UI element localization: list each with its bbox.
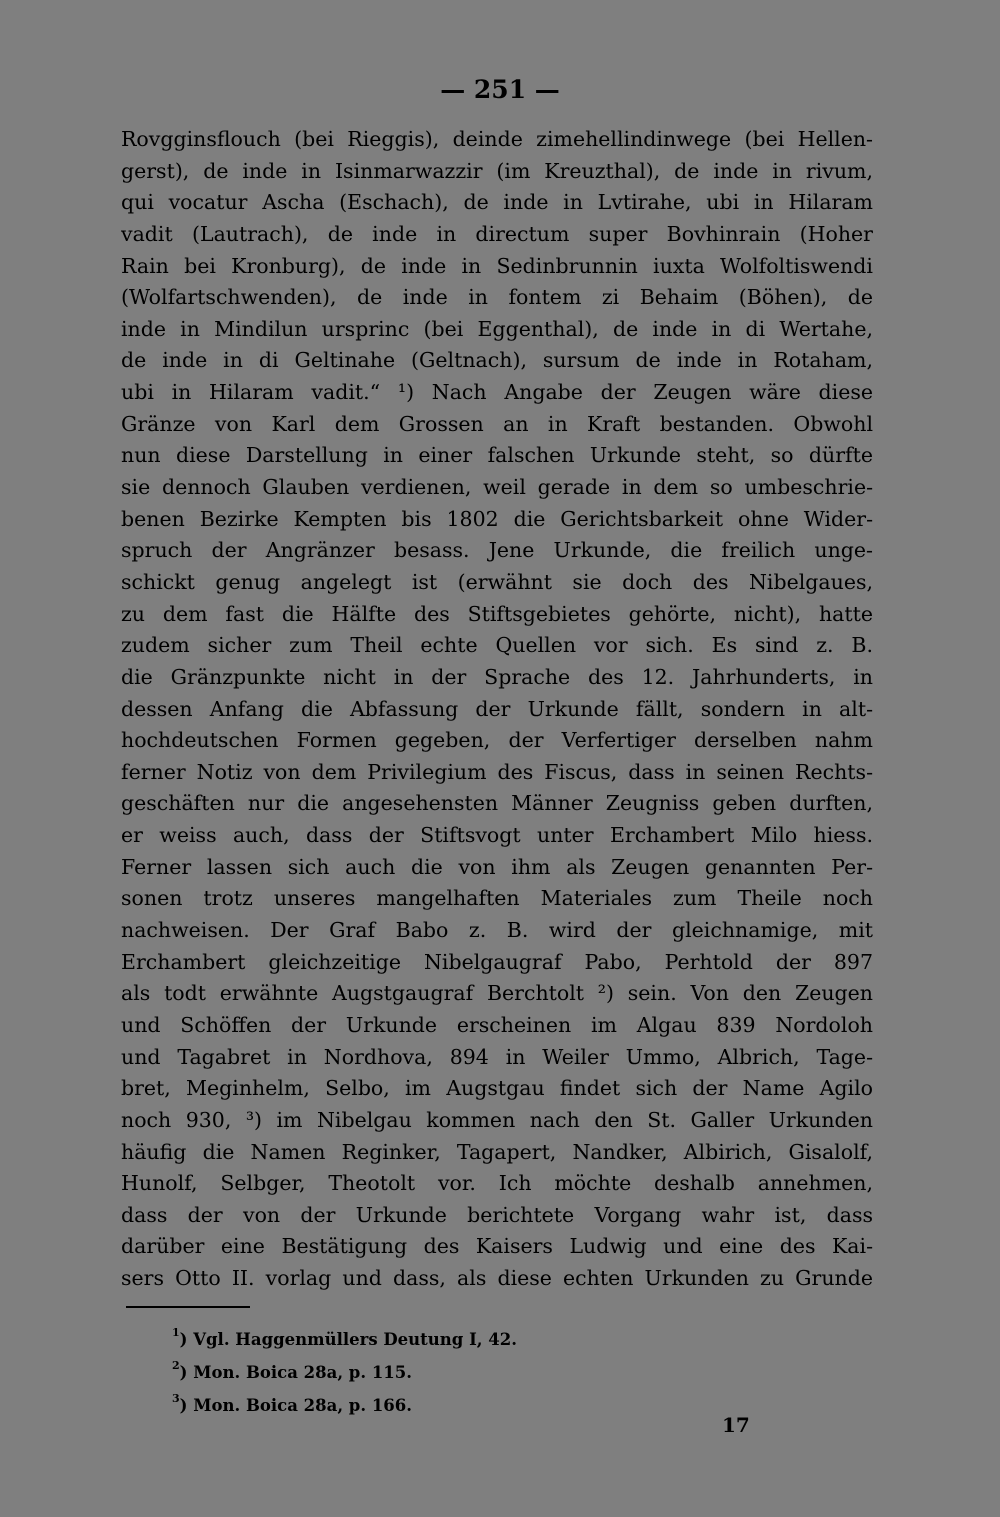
text-line: er weiss auch, dass der Stiftsvogt unter Erchambert Milo hiess. (121, 823, 873, 848)
text-line: zu dem fast die Hälfte des Stiftsgebietes gehörte, nicht), hatte (121, 601, 873, 626)
page-number-header: — 251 — (440, 75, 560, 104)
text-line: nachweisen. Der Graf Babo z. B. wird der gleichnamige, mit (121, 918, 873, 943)
text-line: gerst), de inde in Isinmarwazzir (im Kreuzthal), de inde in rivum, (121, 158, 873, 183)
text-line: Rovgginsflouch (bei Rieggis), deinde zimehellindinwege (bei Hellen- (121, 127, 873, 151)
text-line: und Tagabret in Nordhova, 894 in Weiler Ummo, Albrich, Tage- (121, 1044, 873, 1069)
text-line: sonen trotz unseres mangelhaften Materiales zum Theile noch (121, 886, 873, 911)
footnote-mark: 3 (172, 1392, 180, 1405)
text-line: bret, Meginhelm, Selbo, im Augstgau findet sich der Name Agilo (121, 1076, 873, 1101)
footnote-text: ) Mon. Boica 28a, p. 115. (179, 1363, 413, 1382)
text-line: Ferner lassen sich auch die von ihm als Zeugen genannten Per- (121, 854, 873, 879)
text-line: und Schöffen der Urkunde erscheinen im Algau 839 Nordoloh (121, 1012, 873, 1037)
text-line: sie dennoch Glauben verdienen, weil gerade in dem so umbeschrie- (121, 475, 873, 500)
text-line: noch 930, ³) im Nibelgau kommen nach den St. Galler Urkunden (121, 1107, 873, 1132)
footnote-text: ) Mon. Boica 28a, p. 166. (179, 1396, 413, 1415)
text-line: Gränze von Karl dem Grossen an in Kraft bestanden. Obwohl (121, 411, 873, 436)
text-line: schickt genug angelegt ist (erwähnt sie doch des Nibelgaues, (121, 569, 873, 594)
text-line: sers Otto II. vorlag und dass, als diese echten Urkunden zu Grunde (121, 1266, 873, 1291)
text-line: Erchambert gleichzeitige Nibelgaugraf Pabo, Perhtold der 897 (121, 949, 873, 974)
text-line: ferner Notiz von dem Privilegium des Fiscus, dass in seinen Rechts- (121, 759, 873, 784)
text-line: nun diese Darstellung in einer falschen Urkunde steht, so dürfte (121, 443, 873, 468)
text-line: (Wolfartschwenden), de inde in fontem zi Behaim (Böhen), de (121, 285, 873, 310)
footnote (172, 1323, 672, 1356)
text-line: de inde in di Geltinahe (Geltnach), sursum de inde in Rotaham, (121, 348, 873, 373)
signature-mark: 17 (722, 1413, 750, 1437)
text-line: ubi in Hilaram vadit.“ ¹) Nach Angabe der Zeugen wäre diese (121, 380, 873, 405)
text-line: als todt erwähnte Augstgaugraf Berchtolt ²) sein. Von den Zeugen (121, 981, 873, 1006)
footnotes (172, 1323, 672, 1422)
text-line: Hunolf, Selbger, Theotolt vor. Ich möchte deshalb annehmen, (121, 1171, 873, 1196)
footnote-text: ) Vgl. Haggenmüllers Deutung I, 42. (179, 1330, 517, 1349)
footnote-mark: 1 (172, 1326, 180, 1339)
text-line: dass der von der Urkunde berichtete Vorgang wahr ist, dass (121, 1202, 873, 1227)
footnote (172, 1356, 672, 1389)
text-line: dessen Anfang die Abfassung der Urkunde fällt, sondern in alt- (121, 696, 873, 721)
footnote (172, 1389, 672, 1422)
footnote-mark: 2 (172, 1359, 180, 1372)
footnote-divider (126, 1306, 250, 1308)
text-line: Rain bei Kronburg), de inde in Sedinbrunnin iuxta Wolfoltiswendi (121, 253, 873, 278)
text-line: häufig die Namen Reginker, Tagapert, Nandker, Albirich, Gisalolf, (121, 1139, 873, 1164)
text-line: geschäften nur die angesehensten Männer Zeugniss geben durften, (121, 791, 873, 816)
text-line: qui vocatur Ascha (Eschach), de inde in Lvtirahe, ubi in Hilaram (121, 190, 873, 215)
text-line: die Gränzpunkte nicht in der Sprache des 12. Jahrhunderts, in (121, 664, 873, 689)
text-line: vadit (Lautrach), de inde in directum super Bovhinrain (Hoher (121, 221, 873, 246)
text-line: spruch der Angränzer besass. Jene Urkunde, die freilich unge- (121, 538, 873, 563)
body-text (121, 124, 873, 1295)
text-line: zudem sicher zum Theil echte Quellen vor sich. Es sind z. B. (121, 633, 873, 658)
text-line: benen Bezirke Kempten bis 1802 die Gerichtsbarkeit ohne Wider- (121, 506, 873, 531)
text-line: hochdeutschen Formen gegeben, der Verfertiger derselben nahm (121, 728, 873, 753)
text-line: darüber eine Bestätigung des Kaisers Ludwig und eine des Kai- (121, 1234, 873, 1259)
text-line: inde in Mindilun ursprinc (bei Eggenthal), de inde in di Wertahe, (121, 316, 873, 341)
